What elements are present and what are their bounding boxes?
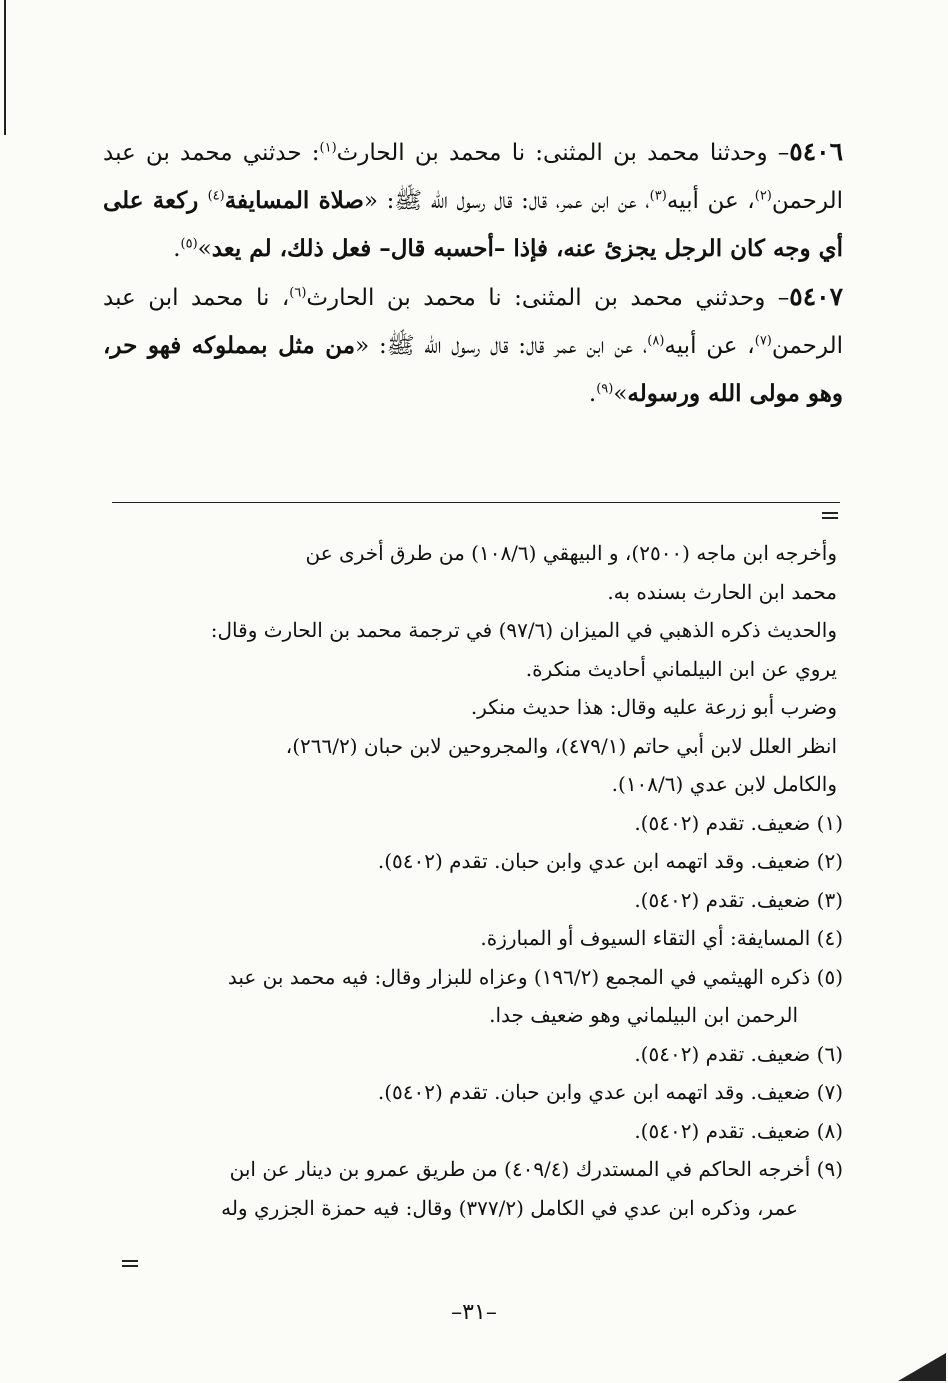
page-corner-shadow bbox=[888, 1323, 948, 1383]
footnote-carry-line: وضرب أبو زرعة عليه وقال: هذا حديث منكر. bbox=[470, 695, 837, 719]
footnote-ref[interactable]: (١) bbox=[319, 140, 337, 156]
hadith-5406: ٥٤٠٦– وحدثنا محمد بن المثنى: نا محمد بن الحارث$^{(١)}$: حدثني محمد بن عبد الرحمن$^{(٢)}$، عن أبيه$^{(٣)}$، عن ابن عمر، قال: قال رسول الله ﷺ: «صلاة المسايفة$^{(٤)}$ ركعة على أي وجه كان الرجل يجزئ عنه، فإذا –أحسبه قال– فعل ذلك، لم يعد»$^{(٥)}$. bbox=[103, 137, 843, 262]
footnote-9: (٩) أخرجه الحاكم في المستدرك (٤٠٩/٤) من طريق عمرو بن دينار عن ابن bbox=[229, 1157, 843, 1181]
footnote-ref[interactable]: (٣) bbox=[649, 188, 667, 204]
footnote-ref[interactable]: (٨) bbox=[647, 333, 665, 349]
footnote-7: (٧) ضعيف. وقد اتهمه ابن عدي وابن حبان. تقدم (٥٤٠٢). bbox=[377, 1080, 843, 1104]
hadith-matn: ركعة على أي وجه كان الرجل يجزئ عنه، فإذا –أحسبه قال– فعل ذلك، لم يعد bbox=[103, 187, 843, 262]
footnote-9-continued: عمر، وذكره ابن عدي في الكامل (٣٧٧/٢) وقال: فيه حمزة الجزري وله bbox=[221, 1195, 798, 1220]
scan-edge-line bbox=[4, 0, 6, 135]
continuation-mark bbox=[822, 512, 838, 522]
footnote-5: (٥) ذكره الهيثمي في المجمع (١٩٦/٢) وعزاه للبزار وقال: فيه محمد بن عبد bbox=[227, 964, 843, 989]
footnote-carry-line: والحديث ذكره الذهبي في الميزان (٩٧/٦) في ترجمة محمد بن الحارث وقال: bbox=[210, 618, 837, 642]
footnote-1: (١) ضعيف. تقدم (٥٤٠٢). bbox=[634, 810, 843, 835]
hadith-matn: صلاة المسايفة bbox=[224, 187, 364, 214]
footnote-carry-line: والكامل لابن عدي (١٠٨/٦). bbox=[611, 772, 837, 796]
footnote-ref[interactable]: (٩) bbox=[596, 381, 614, 397]
footnote-carry-line: وأخرجه ابن ماجه (٢٥٠٠)، و البيهقي (١٠٨/٦) من طرق أخرى عن bbox=[305, 541, 837, 565]
footnotes bbox=[103, 534, 843, 1227]
hadith-matn: من مثل بمملوكه فهو حر، وهو مولى الله ورسوله bbox=[103, 332, 843, 407]
footnote-carry-line: انظر العلل لابن أبي حاتم (٤٧٩/١)، والمجروحين لابن حبان (٢٦٦/٢)، bbox=[285, 733, 837, 758]
hadith-number: ٥٤٠٧ bbox=[789, 282, 843, 311]
hadith-5407: ٥٤٠٧– وحدثني محمد بن المثنى: نا محمد بن الحارث$^{(٦)}$، نا محمد ابن عبد الرحمن$^{(٧)}$، عن أبيه$^{(٨)}$، عن ابن عمر قال: قال رسول الله ﷺ: «من مثل بمملوكه فهو حر، وهو مولى الله ورسوله»$^{(٩)}$. bbox=[103, 282, 843, 407]
footnote-5-continued: الرحمن ابن البيلماني وهو ضعيف جدا. bbox=[489, 1003, 798, 1027]
footnote-3: (٣) ضعيف. تقدم (٥٤٠٢). bbox=[634, 887, 843, 912]
footnote-2: (٢) ضعيف. وقد اتهمه ابن عدي وابن حبان. تقدم (٥٤٠٢). bbox=[377, 849, 843, 873]
footnote-ref[interactable]: (٥) bbox=[180, 236, 198, 252]
footnote-ref[interactable]: (٤) bbox=[207, 188, 225, 204]
footnote-carry-line: محمد ابن الحارث بسنده به. bbox=[607, 579, 837, 604]
footnote-ref[interactable]: (٧) bbox=[754, 333, 772, 349]
footnote-ref[interactable]: (٢) bbox=[754, 188, 772, 204]
hadith-number: ٥٤٠٦ bbox=[789, 137, 843, 166]
footnote-4: (٤) المسايفة: أي التقاء السيوف أو المبارزة. bbox=[480, 926, 843, 950]
footnote-separator bbox=[112, 502, 840, 503]
footnote-8: (٨) ضعيف. تقدم (٥٤٠٢). bbox=[634, 1118, 843, 1143]
footnote-carry-line: يروي عن ابن البيلماني أحاديث منكرة. bbox=[525, 656, 837, 681]
page-number: –٣١– bbox=[451, 1300, 497, 1325]
main-text bbox=[103, 128, 843, 418]
footnote-6: (٦) ضعيف. تقدم (٥٤٠٢). bbox=[634, 1041, 843, 1066]
continuation-mark-end bbox=[122, 1260, 138, 1270]
footnote-ref[interactable]: (٦) bbox=[289, 285, 307, 301]
